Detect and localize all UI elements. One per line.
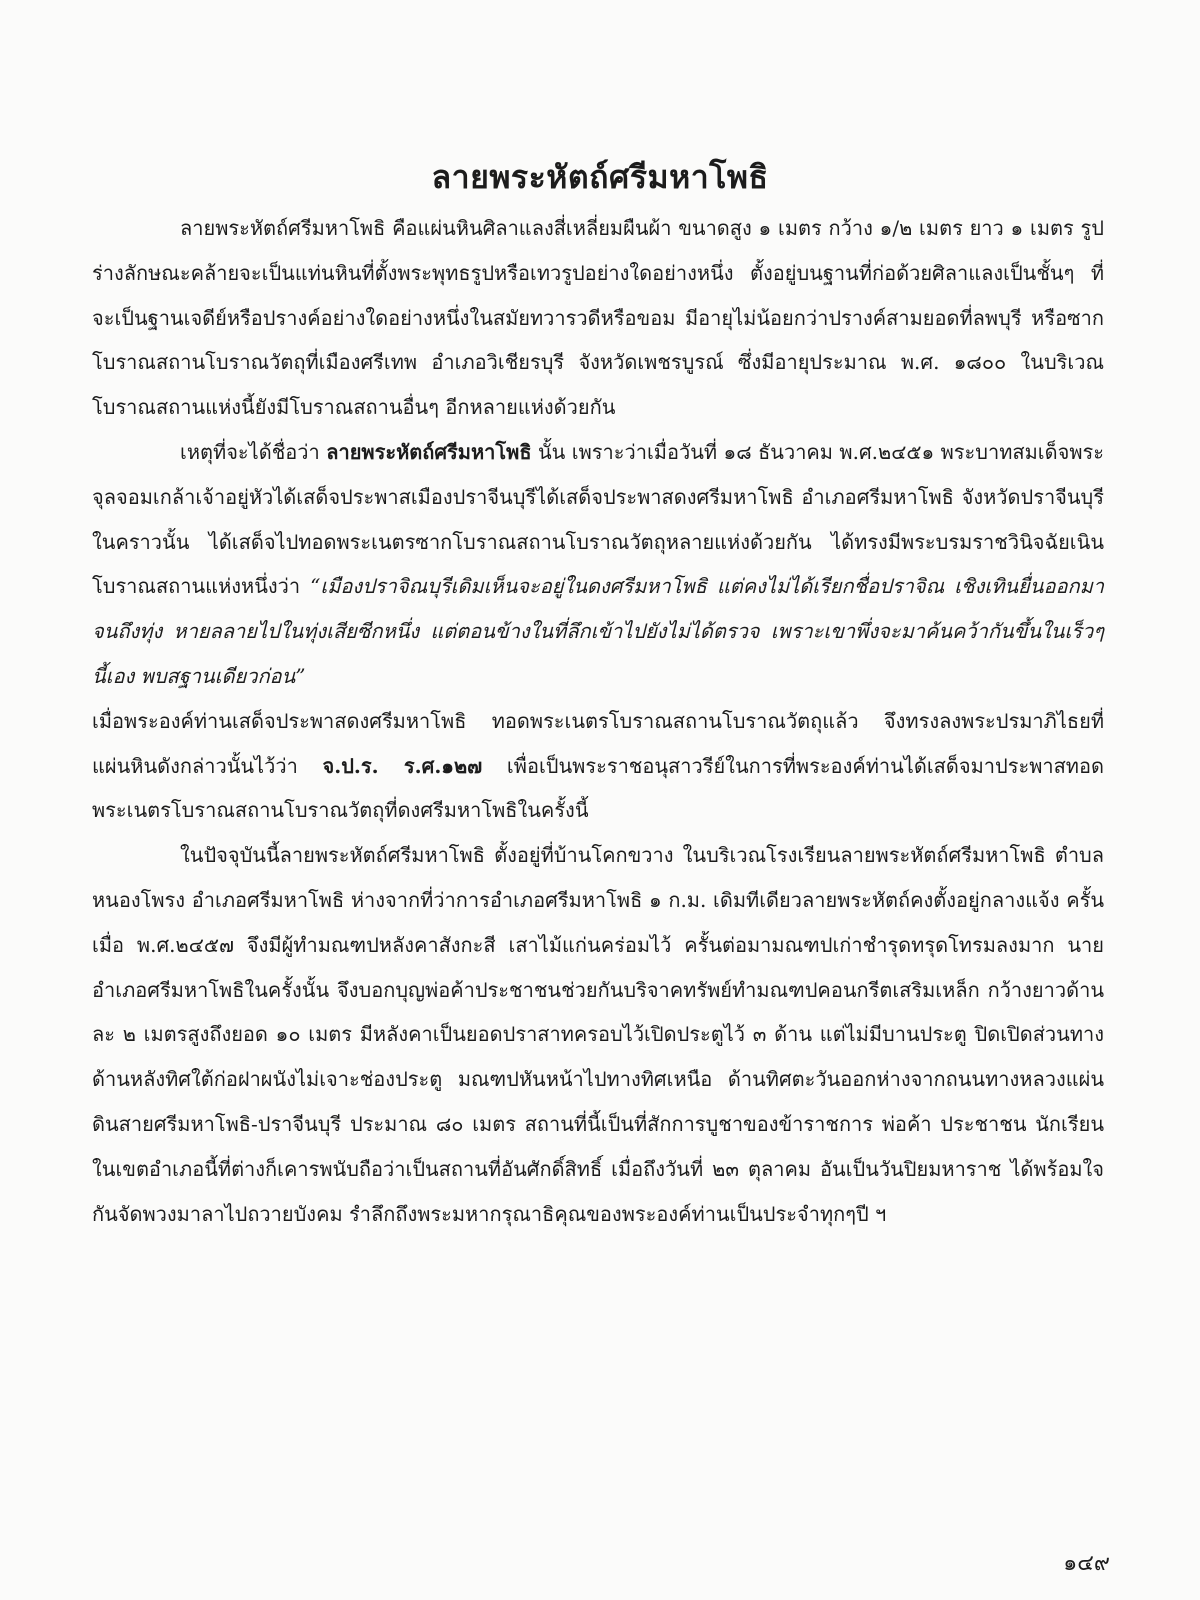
paragraph-2-bold-name: ลายพระหัตถ์ศรีมหาโพธิ [326,439,532,464]
page-title: ลายพระหัตถ์ศรีมหาโพธิ [431,158,769,196]
paragraph-4: ในปัจจุบันนี้ลายพระหัตถ์ศรีมหาโพธิ ตั้งอยู่ที่บ้านโคกขวาง ในบริเวณโรงเรียนลายพระหัตถ์ศรีมหาโพธิ ตำบลหนองโพรง อำเภอศรีมหาโพธิ ห่างจากที่ว่าการอำเภอศรีมหาโพธิ ๑ ก.ม. เดิมทีเดียวลายพระหัตถ์คงตั้งอยู่กลางแจ้ง ครั้นเมื่อ พ.ศ.๒๔๕๗ จึงมีผู้ทำมณฑปหลังคาสังกะสี เสาไม้แก่นคร่อมไว้ ครั้นต่อมามณฑปเก่าชำรุดทรุดโทรมลงมาก นายอำเภอศรีมหาโพธิในครั้งนั้น จึงบอกบุญพ่อค้าประชาชนช่วยกันบริจาคทรัพย์ทำมณฑปคอนกรีตเสริมเหล็ก กว้างยาวด้านละ ๒ เมตรสูงถึงยอด ๑๐ เมตร มีหลังคาเป็นยอดปราสาทครอบไว้เปิดประตูไว้ ๓ ด้าน แต่ไม่มีบานประตู ปิดเปิดส่วนทางด้านหลังทิศใต้ก่อฝาผนังไม่เจาะช่องประตู มณฑปหันหน้าไปทางทิศเหนือ ด้านทิศตะวันออกห่างจากถนนทางหลวงแผ่นดินสายศรีมหาโพธิ-ปราจีนบุรี ประมาณ ๘๐ เมตร สถานที่นี้เป็นที่สักการบูชาของข้าราชการ พ่อค้า ประชาชน นักเรียนในเขตอำเภอนี้ที่ต่างก็เคารพนับถือว่าเป็นสถานที่อันศักดิ์สิทธิ์ เมื่อถึงวันที่ ๒๓ ตุลาคม อันเป็นวันปิยมหาราช ได้พร้อมใจกันจัดพวงมาลาไปถวายบังคม รำลึกถึงพระมหากรุณาธิคุณของพระองค์ท่านเป็นประจำทุกๆปี ฯ [92,843,1105,1226]
royal-inscription: จ.ป.ร. ร.ศ.๑๒๗ [322,753,483,778]
page-number: ๑๔๙ [1063,1551,1110,1576]
paragraph-3 [92,699,1104,833]
paragraph-3-text: เมื่อพระองค์ท่านเสด็จประพาสดงศรีมหาโพธิ ทอดพระเนตรโบราณสถานโบราณวัตถุแล้ว จึงทรงลงพระปรมาภิไธยที่แผ่นหินดังกล่าวนั้นไว้ว่า [92,708,1104,778]
paragraph-1: ลายพระหัตถ์ศรีมหาโพธิ คือแผ่นหินศิลาแลงสี่เหลี่ยมผืนผ้า ขนาดสูง ๑ เมตร กว้าง ๑/๒ เมตร ยาว ๑ เมตร รูปร่างลักษณะคล้ายจะเป็นแท่นหินที่ตั้งพระพุทธรูปหรือเทวรูปอย่างใดอย่างหนึ่ง ตั้งอยู่บนฐานที่ก่อด้วยศิลาแลงเป็นชั้นๆ ที่จะเป็นฐานเจดีย์หรือปรางค์อย่างใดอย่างหนึ่งในสมัยทวารวดีหรือขอม มีอายุไม่น้อยกว่าปรางค์สามยอดที่ลพบุรี หรือซากโบราณสถานโบราณวัตถุที่เมืองศรีเทพ อำเภอวิเชียรบุรี จังหวัดเพชรบูรณ์ ซึ่งมีอายุประมาณ พ.ศ. ๑๘๐๐ ในบริเวณโบราณสถานแห่งนี้ยังมีโบราณสถานอื่นๆ อีกหลายแห่งด้วยกัน [92,216,1104,420]
article-body [92,206,1104,1236]
royal-quote: “เมืองปราจิณบุรีเดิมเห็นจะอยู่ในดงศรีมหาโพธิ แต่คงไม่ได้เรียกชื่อปราจิณ เชิงเทินยื่นออกมาจนถึงทุ่ง หายลลายไปในทุ่งเสียซีกหนึ่ง แต่ตอนข้างในที่ลึกเข้าไปยังไม่ได้ตรวจ เพราะเขาพึ่งจะมาค้นคว้ากันขึ้นในเร็วๆ นี้เอง พบสฐานเดียวก่อน” [92,574,1104,688]
paragraph-3-text-cont: เพื่อเป็นพระราชอนุสาวรีย์ในการที่พระองค์ท่านได้เสด็จมาประพาสทอดพระเนตรโบราณสถานโบราณวัตถุที่ดงศรีมหาโพธิในครั้งนี้ [92,753,1104,823]
paragraph-2-text-cont: นั้น เพราะว่าเมื่อวันที่ ๑๘ ธันวาคม พ.ศ.๒๔๕๑ พระบาทสมเด็จพระจุลจอมเกล้าเจ้าอยู่หัวได้เสด็จประพาสเมืองปราจีนบุรีได้เสด็จประพาสดงศรีมหาโพธิ อำเภอศรีมหาโพธิ จังหวัดปราจีนบุรีในคราวนั้น ได้เสด็จไปทอดพระเนตรซากโบราณสถานโบราณวัตถุหลายแห่งด้วยกัน ได้ทรงมีพระบรมราชวินิจฉัยเนินโบราณสถานแห่งหนึ่งว่า [92,439,1105,599]
paragraph-2 [92,430,1104,699]
paragraph-2-text: เหตุที่จะได้ชื่อว่า [180,439,327,464]
